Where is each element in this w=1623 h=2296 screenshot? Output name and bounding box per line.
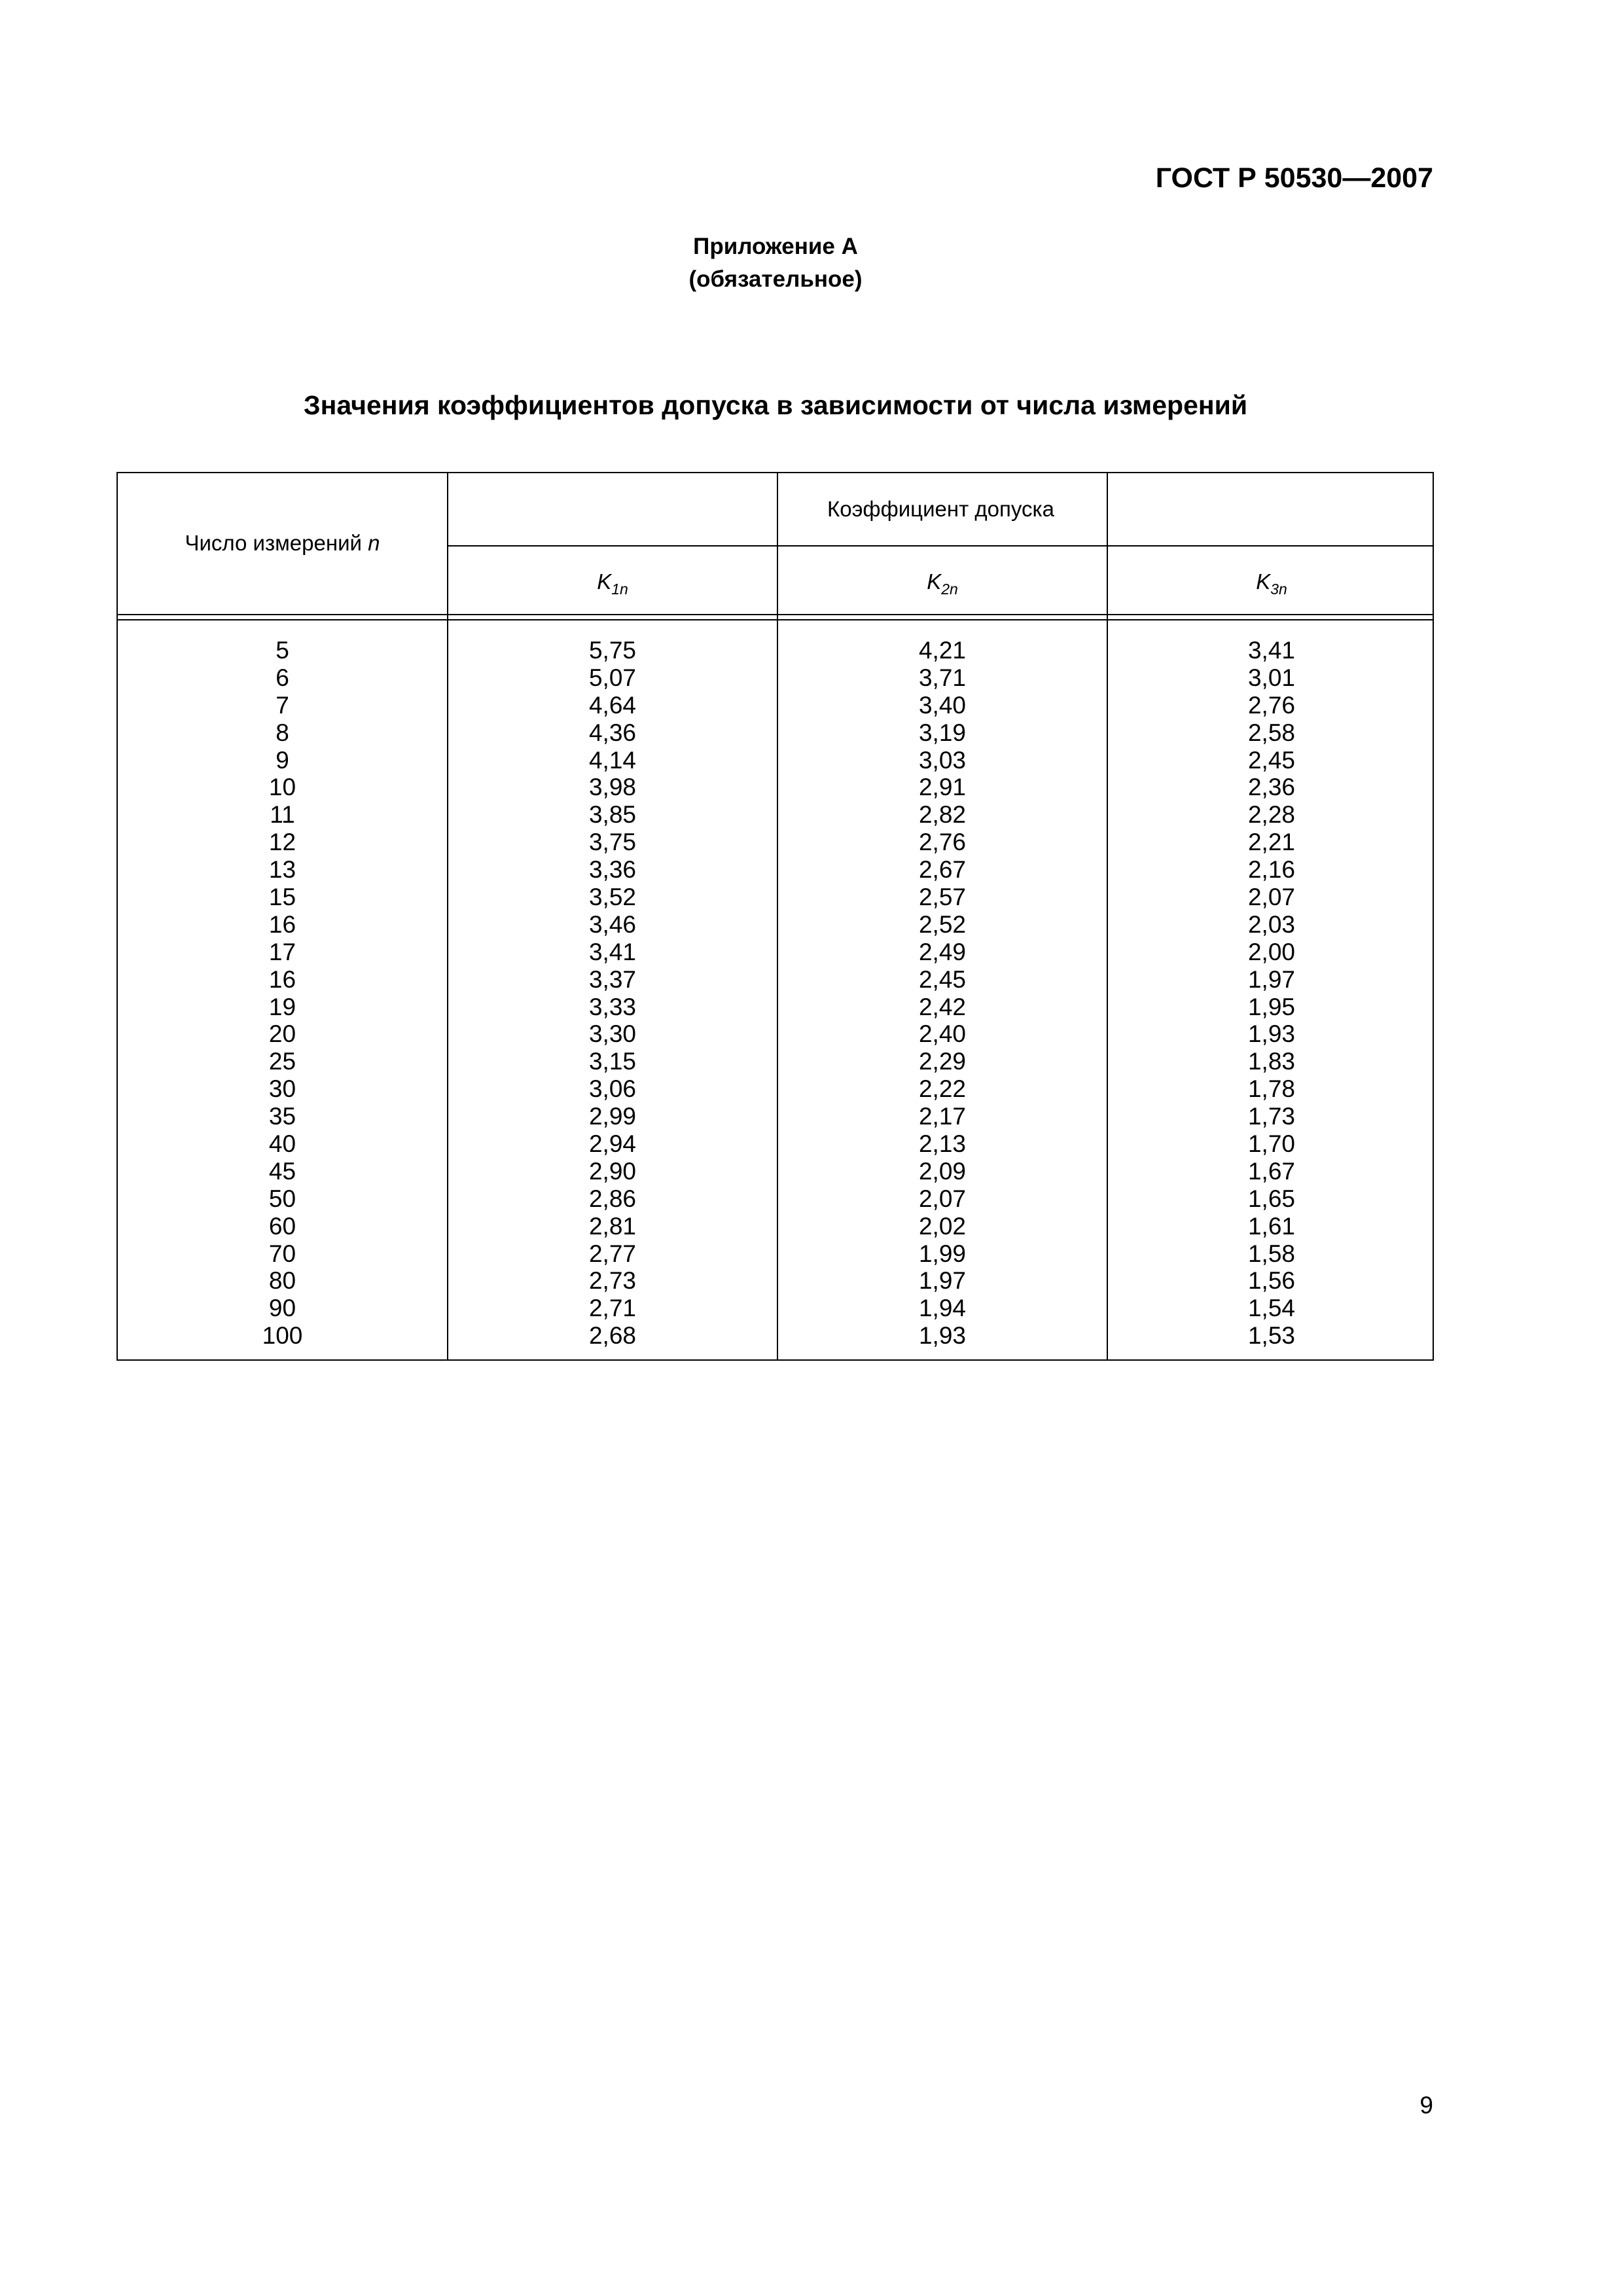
- cell-k2: 2,57: [918, 884, 966, 911]
- cell-k3: 2,76: [1247, 691, 1295, 719]
- cell-k3: 1,95: [1247, 993, 1295, 1020]
- cell-k1: 5,07: [588, 664, 636, 691]
- cell-k3: 1,70: [1247, 1130, 1295, 1158]
- cell-k2: 1,94: [918, 1295, 966, 1322]
- cell-n: 90: [268, 1295, 296, 1322]
- cell-k2: 1,97: [918, 1267, 966, 1295]
- cell-k1: 3,36: [588, 856, 636, 884]
- cell-n: 60: [268, 1212, 296, 1240]
- cell-k3: 2,16: [1247, 856, 1295, 884]
- cell-k1: 3,85: [588, 801, 636, 829]
- cell-k3: 1,65: [1247, 1185, 1295, 1212]
- cell-n: 10: [268, 774, 296, 801]
- header-k3: [1108, 569, 1435, 602]
- cell-k2: 3,19: [918, 719, 966, 746]
- cell-k2: 2,49: [918, 938, 966, 965]
- cell-k1: 2,73: [588, 1267, 636, 1295]
- cell-n: 11: [270, 801, 295, 829]
- cell-k2: 1,99: [918, 1240, 966, 1267]
- cell-n: 45: [268, 1157, 296, 1185]
- cell-n: 15: [268, 884, 296, 911]
- cell-k3: 2,45: [1247, 746, 1295, 774]
- cell-k3: 1,97: [1247, 965, 1295, 993]
- tolerance-coefficients-table: [116, 472, 1434, 1361]
- cell-k3: 3,01: [1247, 664, 1295, 691]
- cell-n: 30: [268, 1075, 296, 1103]
- cell-k2: 2,52: [918, 910, 966, 938]
- cell-k3: 2,36: [1247, 774, 1295, 801]
- cell-n: 50: [268, 1185, 296, 1212]
- cell-k2: 2,17: [918, 1103, 966, 1130]
- cell-n: 13: [268, 856, 296, 884]
- cell-k3: 1,53: [1247, 1322, 1295, 1350]
- cell-n: 16: [268, 910, 296, 938]
- k1-subscript: 1n: [611, 581, 628, 598]
- header-measurements-label: Число измерений: [185, 531, 368, 555]
- cell-n: 6: [276, 664, 289, 691]
- header-rule: [118, 614, 1433, 615]
- cell-k1: 4,64: [588, 691, 636, 719]
- appendix-heading: [0, 230, 1551, 296]
- cell-k3: 1,83: [1247, 1048, 1295, 1075]
- table-title: Значения коэффициентов допуска в зависимости от числа измерений: [303, 390, 1248, 420]
- cell-k1: 3,06: [588, 1075, 636, 1103]
- cell-n: 80: [268, 1267, 296, 1295]
- header-subdivider: [448, 545, 1433, 547]
- cell-k1: 4,14: [588, 746, 636, 774]
- cell-k2: 1,93: [918, 1322, 966, 1350]
- cell-k3: 2,58: [1247, 719, 1295, 746]
- cell-n: 16: [268, 965, 296, 993]
- cell-k1: 3,98: [588, 774, 636, 801]
- cell-n: 100: [262, 1322, 303, 1350]
- cell-n: 70: [268, 1240, 296, 1267]
- cell-k3: 1,78: [1247, 1075, 1295, 1103]
- cell-k3: 1,56: [1247, 1267, 1295, 1295]
- cell-k3: 1,54: [1247, 1295, 1295, 1322]
- cell-k2: 2,76: [918, 829, 966, 856]
- cell-k3: 2,07: [1247, 884, 1295, 911]
- cell-k2: 2,67: [918, 856, 966, 884]
- cell-k1: 3,15: [588, 1048, 636, 1075]
- cell-n: 5: [276, 637, 289, 664]
- cell-n: 7: [276, 691, 289, 719]
- cell-k1: 5,75: [588, 637, 636, 664]
- cell-k3: 1,67: [1247, 1157, 1295, 1185]
- cell-k3: 2,28: [1247, 801, 1295, 829]
- cell-n: 19: [268, 993, 296, 1020]
- appendix-status: (обязательное): [688, 266, 863, 292]
- cell-k3: 3,41: [1247, 637, 1295, 664]
- cell-k2: 2,09: [918, 1157, 966, 1185]
- cell-k3: 2,03: [1247, 910, 1295, 938]
- k3-subscript: 3n: [1270, 581, 1287, 598]
- cell-k1: 2,81: [588, 1212, 636, 1240]
- cell-k2: 2,42: [918, 993, 966, 1020]
- cell-k3: 1,93: [1247, 1020, 1295, 1048]
- page-number: 9: [1419, 2092, 1433, 2119]
- cell-n: 25: [268, 1048, 296, 1075]
- cell-k1: 2,77: [588, 1240, 636, 1267]
- cell-k1: 3,30: [588, 1020, 636, 1048]
- cell-n: 40: [268, 1130, 296, 1158]
- cell-k2: 2,82: [918, 801, 966, 829]
- cell-k1: 3,75: [588, 829, 636, 856]
- cell-n: 35: [268, 1103, 296, 1130]
- cell-k1: 2,90: [588, 1157, 636, 1185]
- cell-k2: 3,71: [918, 664, 966, 691]
- cell-k1: 4,36: [588, 719, 636, 746]
- cell-n: 20: [268, 1020, 296, 1048]
- cell-k2: 2,45: [918, 965, 966, 993]
- k2-symbol: K: [927, 569, 942, 594]
- cell-k1: 2,68: [588, 1322, 636, 1350]
- header-k1: [448, 569, 777, 602]
- cell-k3: 1,73: [1247, 1103, 1295, 1130]
- cell-n: 9: [276, 746, 289, 774]
- cell-k2: 3,03: [918, 746, 966, 774]
- cell-k2: 2,22: [918, 1075, 966, 1103]
- cell-n: 12: [268, 829, 296, 856]
- cell-k2: 2,40: [918, 1020, 966, 1048]
- cell-k1: 3,33: [588, 993, 636, 1020]
- standard-id: ГОСТ Р 50530—2007: [1155, 162, 1433, 194]
- cell-k3: 1,61: [1247, 1212, 1295, 1240]
- cell-k2: 2,13: [918, 1130, 966, 1158]
- cell-k2: 2,02: [918, 1212, 966, 1240]
- cell-k3: 1,58: [1247, 1240, 1295, 1267]
- cell-k3: 2,21: [1247, 829, 1295, 856]
- appendix-title: Приложение А: [693, 234, 858, 259]
- column-n: [118, 637, 447, 1350]
- header-k2: [778, 569, 1107, 602]
- cell-k1: 3,37: [588, 965, 636, 993]
- k2-subscript: 2n: [941, 581, 958, 598]
- header-measurements-variable: n: [368, 531, 380, 555]
- cell-k1: 2,94: [588, 1130, 636, 1158]
- column-k3: [1108, 637, 1435, 1350]
- cell-k1: 2,71: [588, 1295, 636, 1322]
- cell-k3: 2,00: [1247, 938, 1295, 965]
- cell-n: 17: [268, 938, 296, 965]
- column-k1: [448, 637, 777, 1350]
- k3-symbol: K: [1256, 569, 1271, 594]
- header-rule: [118, 619, 1433, 620]
- cell-k1: 3,41: [588, 938, 636, 965]
- cell-k2: 4,21: [918, 637, 966, 664]
- cell-k1: 3,52: [588, 884, 636, 911]
- header-tolerance-coefficient: Коэффициент допуска: [827, 497, 1054, 521]
- cell-k2: 2,91: [918, 774, 966, 801]
- column-k2: [778, 637, 1107, 1350]
- cell-k2: 3,40: [918, 691, 966, 719]
- cell-n: 8: [276, 719, 289, 746]
- cell-k1: 2,86: [588, 1185, 636, 1212]
- header-measurements-count: [118, 530, 447, 556]
- cell-k2: 2,07: [918, 1185, 966, 1212]
- k1-symbol: K: [597, 569, 612, 594]
- cell-k1: 2,99: [588, 1103, 636, 1130]
- cell-k1: 3,46: [588, 910, 636, 938]
- cell-k2: 2,29: [918, 1048, 966, 1075]
